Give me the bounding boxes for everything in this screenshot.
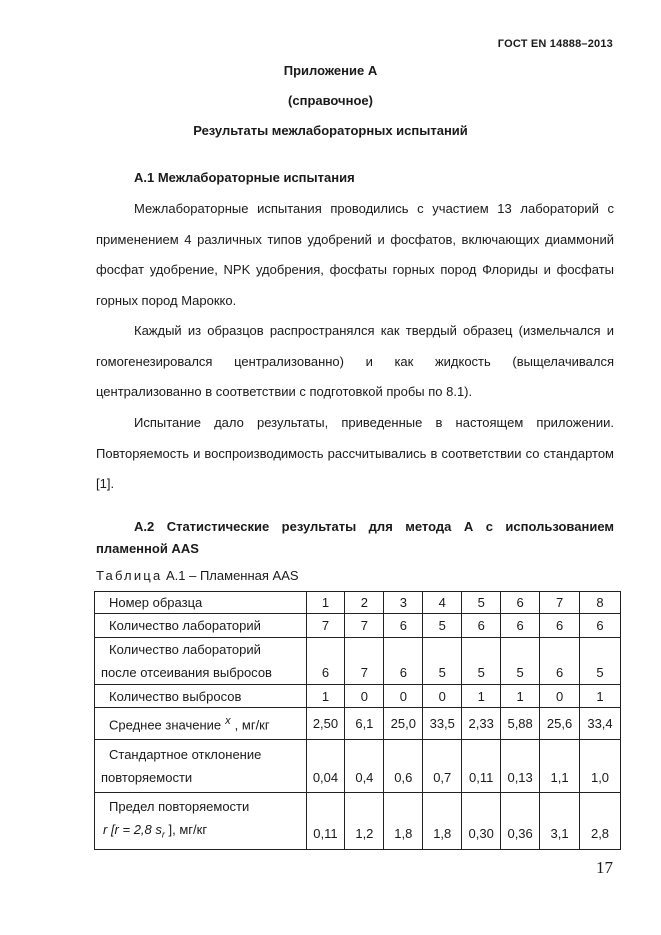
row-label-line [103, 818, 306, 847]
row-label [95, 740, 307, 793]
cell-value: 5 [423, 638, 462, 685]
sample-number: 6 [501, 592, 540, 614]
table-row [95, 685, 621, 708]
cell-value: 6 [580, 614, 621, 638]
paragraph-1 [96, 194, 614, 316]
cell-value: 1 [306, 685, 345, 708]
repeatability-subscript: r [161, 829, 165, 840]
cell-value: 33,5 [423, 708, 462, 740]
cell-value: 0,13 [501, 740, 540, 793]
sample-number: 7 [540, 592, 580, 614]
table-row [95, 638, 621, 685]
row-label: Количество лабораторий [95, 614, 307, 638]
cell-value: 0 [540, 685, 580, 708]
sample-number: 4 [423, 592, 462, 614]
row-label-line: Стандартное отклонение [109, 747, 262, 762]
cell-value: 3,1 [540, 793, 580, 850]
cell-value: 0,30 [462, 793, 501, 850]
paragraph-3 [96, 408, 614, 500]
mean-symbol: x [225, 714, 231, 727]
paragraph-2 [96, 316, 614, 408]
cell-value: 0,11 [306, 793, 345, 850]
cell-value: 7 [345, 638, 384, 685]
cell-value: 0 [345, 685, 384, 708]
cell-value: 1 [462, 685, 501, 708]
cell-value: 0,6 [384, 740, 423, 793]
cell-value: 2,33 [462, 708, 501, 740]
annex-title: Приложение А [283, 63, 378, 78]
cell-value: 33,4 [580, 708, 621, 740]
row-label [95, 638, 307, 685]
standard-code: ГОСТ EN 14888–2013 [497, 38, 613, 50]
table-caption-title: А.1 – Пламенная AAS [166, 568, 299, 583]
cell-value: 5 [423, 614, 462, 638]
section-a2-heading-text: А.2 Статистические результаты для метода А с использованием пламенной AAS [96, 519, 614, 556]
cell-value: 1 [501, 685, 540, 708]
cell-value: 1 [580, 685, 621, 708]
sample-number: 3 [384, 592, 423, 614]
cell-value: 6 [384, 614, 423, 638]
section-a1-heading: А.1 Межлабораторные испытания [134, 170, 355, 185]
cell-value: 6 [462, 614, 501, 638]
table-row [95, 708, 621, 740]
page-number: 17 [596, 858, 613, 877]
row-label [95, 708, 307, 740]
paragraph-1-text: Межлабораторные испытания проводились с участием 13 лабораторий с применением 4 различных типов удобрений и фосфатов, включающих диаммоний фосфат удобрение, NPK удобрения, фосфаты горных пород Флориды и фосфаты горных пород Марокко. [96, 201, 614, 308]
table-row [95, 614, 621, 638]
annex-status: (справочное) [288, 93, 373, 108]
cell-value: 7 [306, 614, 345, 638]
paragraph-3-text: Испытание дало результаты, приведенные в настоящем приложении. Повторяемость и воспроизводимость рассчитывались в соответствии со стандартом [1]. [96, 415, 614, 491]
header-label: Номер образца [95, 592, 307, 614]
cell-value: 7 [345, 614, 384, 638]
row-label-line: повторяемости [101, 770, 193, 785]
cell-value: 1,0 [580, 740, 621, 793]
cell-value: 6 [306, 638, 345, 685]
cell-value: 1,8 [384, 793, 423, 850]
table-caption-label: Таблица [96, 568, 163, 583]
cell-value: 2,50 [306, 708, 345, 740]
row-label-line: после отсеивания выбросов [101, 665, 272, 680]
cell-value: 0 [423, 685, 462, 708]
row-label [95, 793, 307, 850]
sample-number: 1 [306, 592, 345, 614]
sample-number: 8 [580, 592, 621, 614]
row-label: Количество выбросов [95, 685, 307, 708]
cell-value: 0,4 [345, 740, 384, 793]
table-caption [96, 568, 299, 583]
cell-value: 5,88 [501, 708, 540, 740]
cell-value: 25,6 [540, 708, 580, 740]
cell-value: 6 [540, 638, 580, 685]
cell-value: 0,36 [501, 793, 540, 850]
table-row [95, 740, 621, 793]
cell-value: 0,11 [462, 740, 501, 793]
cell-value: 2,8 [580, 793, 621, 850]
cell-value: 6 [540, 614, 580, 638]
cell-value: 0 [384, 685, 423, 708]
cell-value: 1,8 [423, 793, 462, 850]
row-label-text: Среднее значение [109, 717, 222, 733]
repeatability-formula: r [r = 2,8 s [103, 822, 162, 838]
cell-value: 25,0 [384, 708, 423, 740]
table-header-row [95, 592, 621, 614]
cell-value: 6 [501, 614, 540, 638]
cell-value: 1,2 [345, 793, 384, 850]
paragraph-2-text: Каждый из образцов распространялся как твердый образец (измельчался и гомогенезировался централизованно) и как жидкость (выщелачивался централизованно в соответствии с подготовкой пробы по 8.1). [96, 323, 614, 399]
row-label-unit: , мг/кг [234, 717, 270, 733]
annex-subtitle: Результаты межлабораторных испытаний [193, 123, 468, 138]
row-label-line: Количество лабораторий [109, 642, 261, 657]
cell-value: 5 [580, 638, 621, 685]
cell-value: 6,1 [345, 708, 384, 740]
cell-value: 5 [462, 638, 501, 685]
cell-value: 0,7 [423, 740, 462, 793]
repeatability-unit: ], мг/кг [164, 822, 208, 838]
sample-number: 5 [462, 592, 501, 614]
cell-value: 6 [384, 638, 423, 685]
cell-value: 1,1 [540, 740, 580, 793]
sample-number: 2 [345, 592, 384, 614]
cell-value: 0,04 [306, 740, 345, 793]
row-label-line: Предел повторяемости [109, 799, 250, 815]
table-row [95, 793, 621, 850]
cell-value: 5 [501, 638, 540, 685]
section-a2-heading [96, 516, 614, 560]
results-table [94, 591, 621, 850]
